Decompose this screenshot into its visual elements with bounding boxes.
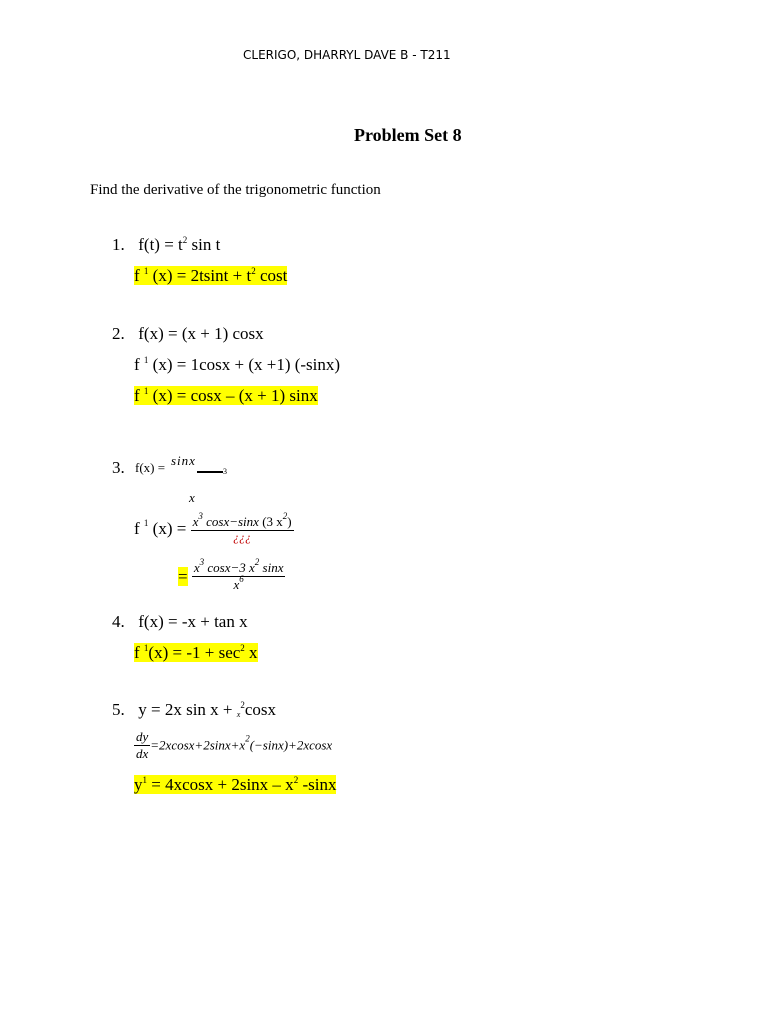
problem-number: 1. [112,235,125,254]
problem-3-question-lhs: f(x) = [135,460,166,475]
problem-4-answer [134,643,258,663]
problem-number: 4. [112,612,125,631]
problem-4-question [112,612,248,632]
superscript: 2 [182,235,188,245]
question-text: sin t [187,235,221,254]
question-text: f(x) = -x + tan x [138,612,248,631]
question-text: f(x) = (x + 1) cosx [138,324,264,343]
problem-1-question [112,235,220,255]
problem-3-question-numerator: sinx [171,453,196,468]
garbled-denominator: ¿¿¿ [191,530,294,544]
problem-3-question-denominator: x [189,490,195,505]
highlighted-answer: f $^1$ $(x) = 2tsint + t^2$ cost [134,266,288,285]
page-title: Problem Set 8 [354,125,462,145]
author-header: CLERIGO, DHARRYL DAVE B - T211 [243,48,451,62]
problem-3-step: f $^1$ (x) = $\frac{x^3 \cos x-\sin x (3 x^2)}{¿¿¿}$ [134,511,292,544]
problem-5-step: $\frac{dy}{dx}$ $=2xcosx+2\sin x+x^2(-\sin x)+2xcosx$ [136,729,333,761]
question-text: f(t) = t [138,235,183,254]
problem-number: 5. [112,700,125,719]
instruction-text: Find the derivative of the trigonometric function [90,182,381,198]
derivative-fraction: $\frac{x^3 \cos x-\sin x (3 x^2)}{¿¿¿}$ [192,511,292,544]
problem-3-answer [178,557,285,593]
highlighted-answer: $y^1 = 4xcosx + 2\sin x - x^2$ -sinx [134,775,337,794]
dy-dx-fraction: $\frac{dy}{dx}$ [136,729,149,761]
highlighted-equals: = [178,566,188,586]
problem-5-answer [134,775,336,795]
problem-3-exponent: 3 [223,467,227,476]
problem-1-answer [134,266,287,286]
question-text: y = 2x sin x + [138,700,237,719]
problem-2-question [112,324,264,344]
highlighted-answer: f $^1$ (x) = cosx – (x + 1) sinx [134,386,318,405]
answer-fraction: $\frac{x^3 \cos x-3 x^2 \sin x}{x^6}$ [193,557,284,592]
problem-5-question: 5. y = 2x $\sin x + x^2\cos x$ [112,700,276,719]
fraction-bar [197,471,223,473]
problem-3-number: 3. [112,458,125,477]
problem-2-step: f $^1$ (x) = 1cosx + (x +1) (-sinx) [134,355,341,374]
problem-2-answer [134,386,318,406]
problem-number: 2. [112,324,125,343]
highlighted-answer: f $^1(x) = -1 + \sec^2 x$ [134,643,258,662]
